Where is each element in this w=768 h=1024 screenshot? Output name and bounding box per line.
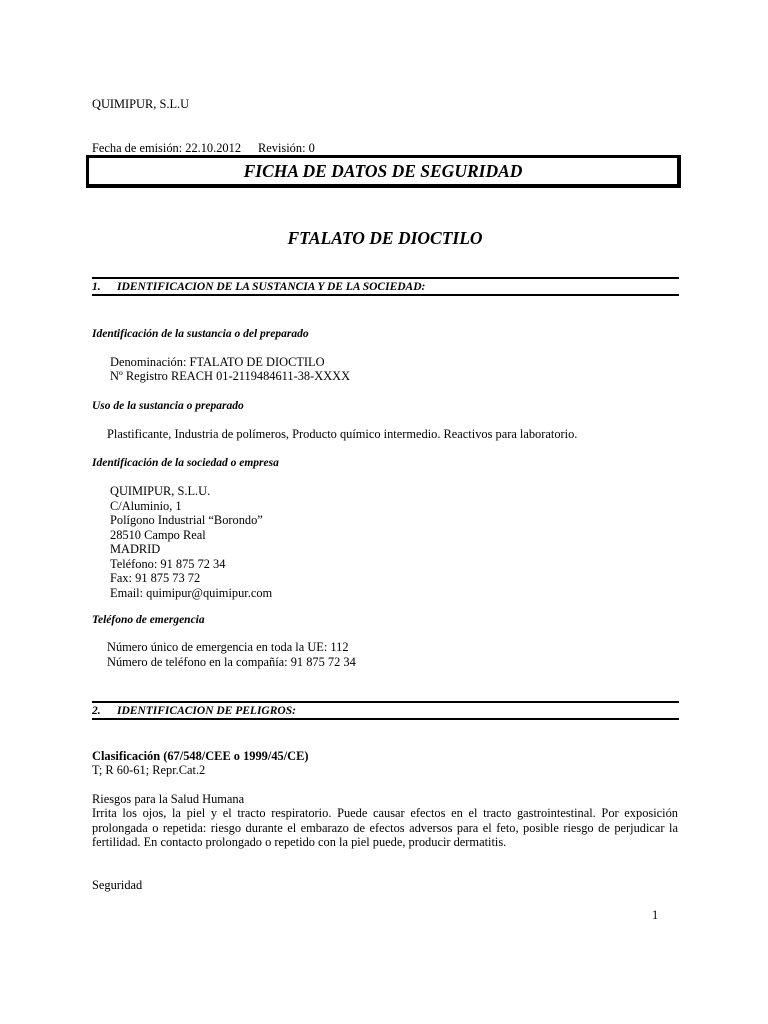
clasificacion-text: T; R 60-61; Repr.Cat.2 <box>92 763 206 777</box>
section-1-heading <box>92 277 679 296</box>
uso-text: Plastificante, Industria de polímeros, Producto químico intermedio. Reactivos para laboratorio. <box>107 427 578 441</box>
section-1-number: 1. <box>92 281 101 293</box>
emergencia-line: Número de teléfono en la compañía: 91 875 72 34 <box>107 654 356 669</box>
section-1-title: IDENTIFICACION DE LA SUSTANCIA Y DE LA SOCIEDAD: <box>117 281 426 293</box>
uso-heading: Uso de la sustancia o preparado <box>92 400 244 412</box>
revision: Revisión: 0 <box>258 140 315 155</box>
empresa-line: Polígono Industrial “Borondo” <box>110 513 263 527</box>
clasificacion-heading: Clasificación (67/548/CEE o 1999/45/CE) <box>92 749 309 763</box>
section-2-title: IDENTIFICACION DE PELIGROS: <box>117 705 296 717</box>
empresa-line: Email: quimipur@quimipur.com <box>110 585 273 600</box>
page-number: 1 <box>652 908 659 922</box>
substance-title: FTALATO DE DIOCTILO <box>287 228 483 248</box>
emergencia-heading: Teléfono de emergencia <box>92 614 205 626</box>
seguridad-heading: Seguridad <box>92 878 143 892</box>
document-title <box>86 155 681 188</box>
empresa-line: QUIMIPUR, S.L.U. <box>110 484 211 498</box>
empresa-line: MADRID <box>110 542 161 556</box>
denominacion: Denominación: FTALATO DE DIOCTILO <box>110 355 325 369</box>
emergencia-line: Número único de emergencia en toda la UE: 112 <box>107 640 349 654</box>
issue-date: Fecha de emisión: 22.10.2012 <box>92 140 242 155</box>
empresa-address <box>110 484 272 600</box>
riesgos-text: Irrita los ojos, la piel y el tracto respiratorio. Puede causar efectos en el tracto gastrointestinal. Por exposición prolongada o repetida: riesgo durante el embarazo de efectos adversos para el feto, posible riesgo de perjudicar la fertilidad. En contacto prolongado o repetido con la piel puede, producir dermatitis. <box>92 806 678 849</box>
empresa-line: C/Aluminio, 1 <box>110 498 182 513</box>
empresa-line: Teléfono: 91 875 72 34 <box>110 556 226 571</box>
ident-heading: Identificación de la sustancia o del preparado <box>92 328 309 340</box>
emergencia-numbers <box>107 640 356 669</box>
riesgos-heading: Riesgos para la Salud Humana <box>92 792 245 806</box>
registro-reach: Nº Registro REACH 01-2119484611-38-XXXX <box>110 369 351 383</box>
section-2-number: 2. <box>92 705 101 717</box>
empresa-heading: Identificación de la sociedad o empresa <box>92 457 279 469</box>
section-2-heading <box>92 701 679 720</box>
empresa-line: Fax: 91 875 73 72 <box>110 571 201 585</box>
company-name: QUIMIPUR, S.L.U <box>92 97 190 111</box>
issue-info <box>92 141 315 156</box>
document-title-text: FICHA DE DATOS DE SEGURIDAD <box>243 160 523 181</box>
empresa-line: 28510 Campo Real <box>110 527 206 542</box>
